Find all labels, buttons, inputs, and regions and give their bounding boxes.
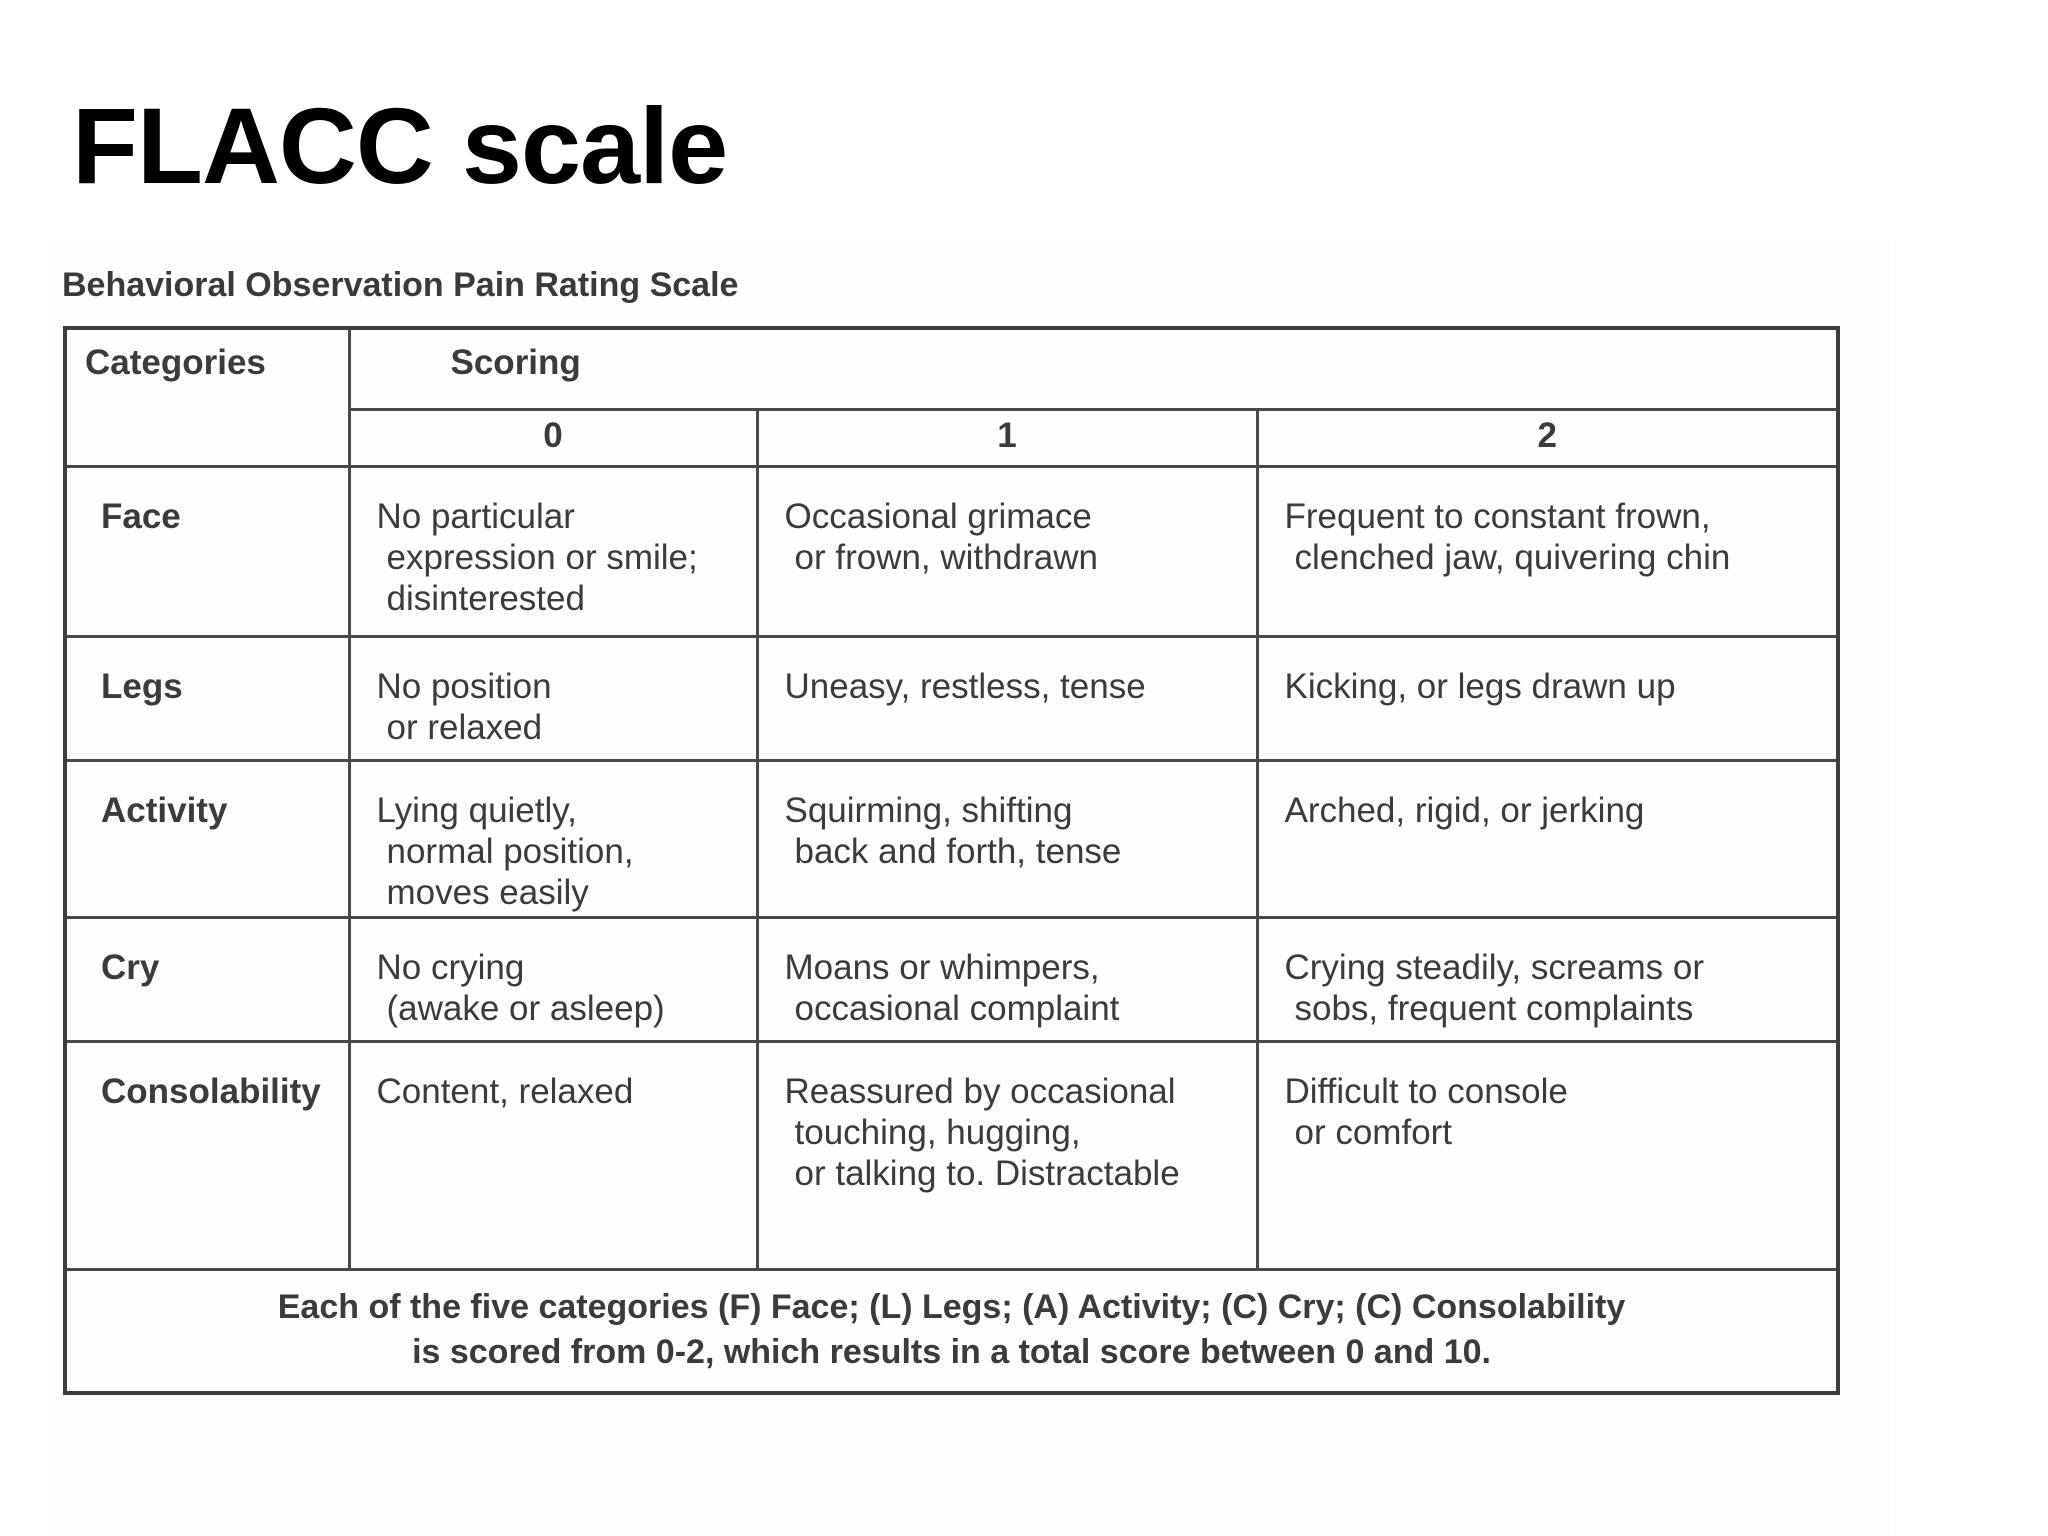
table-row-cry (65, 918, 1838, 1042)
desc-line: No particular (376, 497, 575, 536)
desc-line: Moans or whimpers, (784, 948, 1100, 987)
category-legs: Legs (65, 637, 349, 761)
desc-line: normal position, (386, 832, 634, 871)
desc-line: No position (376, 667, 552, 706)
activity-score-1 (757, 761, 1257, 918)
category-activity: Activity (65, 761, 349, 918)
desc-line: Occasional grimace (784, 497, 1092, 536)
desc-line: Lying quietly, (376, 791, 577, 830)
cry-score-2 (1257, 918, 1838, 1042)
face-score-1 (757, 467, 1257, 637)
scoring-header: Scoring (349, 328, 1838, 410)
face-score-0 (349, 467, 757, 637)
table-footer-row (65, 1270, 1838, 1394)
desc-line: No crying (376, 948, 525, 987)
face-score-2 (1257, 467, 1838, 637)
cry-score-1 (757, 918, 1257, 1042)
table-row-legs (65, 637, 1838, 761)
desc-line: or frown, withdrawn (794, 538, 1098, 577)
scale-heading: Behavioral Observation Pain Rating Scale (62, 266, 739, 304)
desc-line: sobs, frequent complaints (1294, 989, 1694, 1028)
table-footer (65, 1270, 1838, 1394)
consolability-score-1 (757, 1042, 1257, 1270)
activity-score-0 (349, 761, 757, 918)
desc-line: moves easily (386, 873, 589, 912)
desc-line: Content, relaxed (376, 1072, 634, 1111)
consolability-score-0 (349, 1042, 757, 1270)
desc-line: or relaxed (386, 708, 543, 747)
desc-line: Reassured by occasional (784, 1072, 1176, 1111)
table-row-consolability (65, 1042, 1838, 1270)
desc-line: (awake or asleep) (386, 989, 665, 1028)
table-header-row (65, 328, 1838, 410)
desc-line: Crying steadily, screams or (1284, 948, 1704, 987)
desc-line: Squirming, shifting (784, 791, 1073, 830)
footer-line-1: Each of the five categories (F) Face; (L) Legs; (A) Activity; (C) Cry; (C) Consolability (277, 1288, 1626, 1326)
desc-line: or comfort (1294, 1113, 1453, 1152)
legs-score-2 (1257, 637, 1838, 761)
activity-score-2 (1257, 761, 1838, 918)
table-row-face (65, 467, 1838, 637)
desc-line: touching, hugging, (794, 1113, 1081, 1152)
desc-line: Kicking, or legs drawn up (1284, 667, 1676, 706)
desc-line: Uneasy, restless, tense (784, 667, 1146, 706)
category-face: Face (65, 467, 349, 637)
desc-line: Difficult to console (1284, 1072, 1568, 1111)
slide-title: FLACC scale (72, 85, 728, 206)
table-row-activity (65, 761, 1838, 918)
desc-line: clenched jaw, quivering chin (1294, 538, 1731, 577)
desc-line: Frequent to constant frown, (1284, 497, 1711, 536)
category-cry: Cry (65, 918, 349, 1042)
desc-line: back and forth, tense (794, 832, 1122, 871)
desc-line: disinterested (386, 579, 585, 618)
legs-score-0 (349, 637, 757, 761)
score-column-1: 1 (757, 410, 1257, 467)
desc-line: expression or smile; (386, 538, 698, 577)
categories-header: Categories (65, 328, 349, 467)
consolability-score-2 (1257, 1042, 1838, 1270)
flacc-table (63, 326, 1840, 1395)
legs-score-1 (757, 637, 1257, 761)
desc-line: occasional complaint (794, 989, 1120, 1028)
desc-line: or talking to. Distractable (794, 1154, 1180, 1193)
score-column-0: 0 (349, 410, 757, 467)
score-column-2: 2 (1257, 410, 1838, 467)
cry-score-0 (349, 918, 757, 1042)
desc-line: Arched, rigid, or jerking (1284, 791, 1645, 830)
category-consolability: Consolability (65, 1042, 349, 1270)
footer-line-2: is scored from 0-2, which results in a total score between 0 and 10. (412, 1333, 1491, 1371)
